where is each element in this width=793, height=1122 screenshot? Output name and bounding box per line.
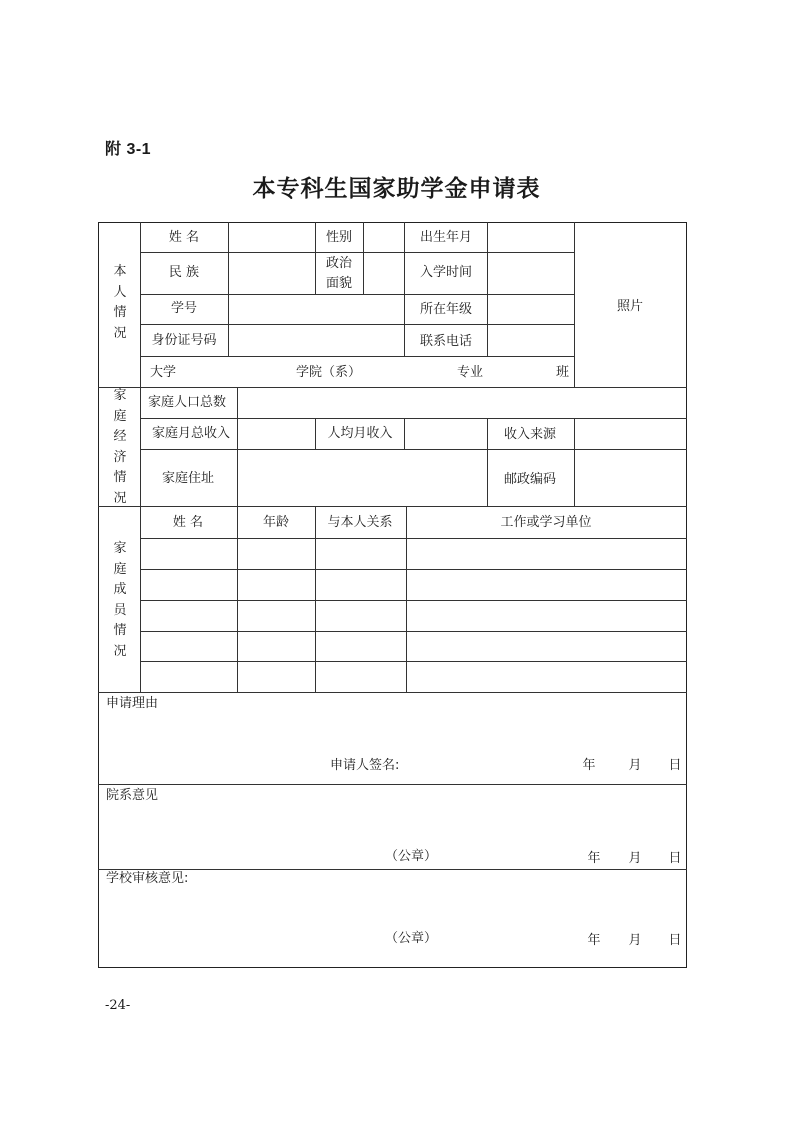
attachment-label: 附 3-1 (105, 141, 152, 158)
label-major: 专业 (457, 365, 484, 380)
label-enrollment: 入学时间 (419, 265, 473, 280)
label-gender: 性别 (325, 230, 353, 245)
photo-placeholder: 照片 (616, 299, 644, 314)
grid-line (315, 222, 316, 294)
date-year: 年 (582, 758, 596, 773)
label-postcode: 邮政编码 (503, 472, 557, 487)
label-household-size: 家庭人口总数 (148, 395, 227, 410)
column-header-age: 年龄 (262, 515, 290, 530)
label-grade: 所在年级 (419, 302, 473, 317)
grid-line (98, 869, 687, 870)
label-student-id: 学号 (170, 301, 198, 316)
label-ethnicity: 民 族 (168, 265, 200, 280)
grid-line (487, 418, 488, 506)
date-month: 月 (628, 933, 642, 948)
label-home-address: 家庭住址 (161, 471, 215, 486)
label-birth: 出生年月 (419, 230, 473, 245)
label-id-number: 身份证号码 (151, 333, 217, 348)
page-number: -24- (105, 998, 131, 1013)
label-college: 学院（系） (296, 365, 362, 380)
date-year: 年 (587, 933, 601, 948)
grid-line (140, 324, 574, 325)
label-income-source: 收入来源 (503, 427, 557, 442)
column-header-name: 姓 名 (172, 515, 204, 530)
section-label-economic: 家庭经济情况 (113, 388, 127, 506)
form-title: 本专科生国家助学金申请表 (252, 176, 541, 202)
grid-line (140, 418, 687, 419)
grid-line (140, 356, 574, 357)
label-name: 姓 名 (168, 230, 200, 245)
section-label-members: 家庭成员情况 (113, 541, 127, 659)
grid-line (363, 222, 364, 294)
grid-line (404, 418, 405, 449)
grid-line (315, 506, 316, 692)
grid-line (140, 538, 687, 539)
grid-line (140, 449, 687, 450)
label-phone: 联系电话 (419, 334, 473, 349)
label-applicant-signature: 申请人签名: (330, 758, 400, 773)
grid-line (404, 222, 405, 356)
label-monthly-income: 家庭月总收入 (152, 426, 231, 441)
label-political-status: 政治 面貌 (325, 256, 353, 291)
grid-line (98, 784, 687, 785)
grid-line (140, 569, 687, 570)
column-header-relation: 与本人关系 (327, 515, 393, 530)
grid-line (140, 252, 574, 253)
grid-line (98, 506, 687, 507)
department-seal: （公章） (385, 849, 438, 864)
school-seal: （公章） (385, 931, 438, 946)
grid-line (98, 692, 687, 693)
label-department-opinion: 院系意见 (106, 788, 159, 803)
label-school-review: 学校审核意见: (106, 871, 189, 886)
grid-line (406, 506, 407, 692)
date-day: 日 (668, 851, 682, 866)
date-day: 日 (668, 758, 682, 773)
grid-line (140, 600, 687, 601)
date-year: 年 (587, 851, 601, 866)
grid-line (140, 631, 687, 632)
grid-line (98, 387, 687, 388)
label-class: 班 (556, 365, 570, 380)
grid-line (315, 418, 316, 449)
grid-line (140, 294, 574, 295)
label-per-capita-income: 人均月收入 (327, 426, 393, 441)
grid-line (140, 222, 141, 692)
grid-line (574, 418, 575, 506)
label-application-reason: 申请理由 (106, 696, 159, 711)
date-day: 日 (668, 933, 682, 948)
column-header-workplace: 工作或学习单位 (500, 515, 592, 530)
section-label-personal: 本人情况 (113, 264, 127, 341)
grid-line (228, 222, 229, 356)
grid-line (237, 506, 238, 692)
date-month: 月 (628, 758, 642, 773)
grid-line (574, 222, 575, 387)
date-month: 月 (628, 851, 642, 866)
label-university: 大学 (150, 365, 177, 380)
grid-line (237, 387, 238, 506)
grid-line (487, 222, 488, 356)
grid-line (140, 661, 687, 662)
